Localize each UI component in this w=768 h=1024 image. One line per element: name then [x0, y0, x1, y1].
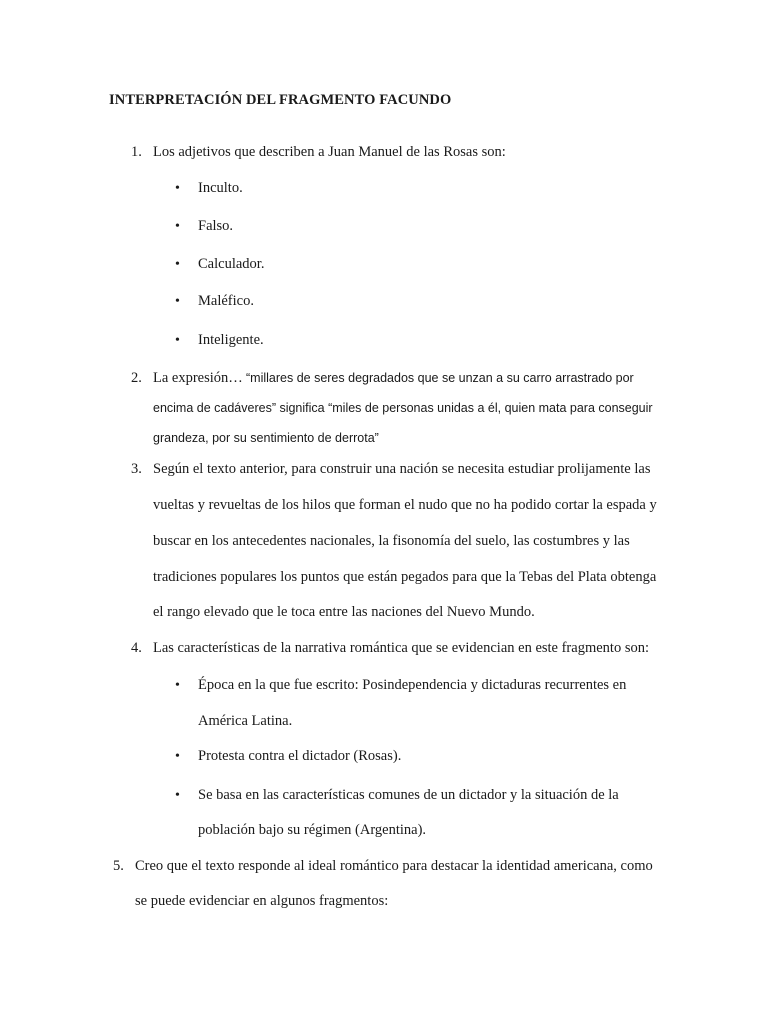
- item-1-bullet: Inculto.: [198, 180, 243, 196]
- item-4-bullet-line: América Latina.: [198, 713, 293, 729]
- item-3-line: vueltas y revueltas de los hilos que forman el nudo que no ha podido cortar la espada y: [153, 497, 657, 513]
- document-title: INTERPRETACIÓN DEL FRAGMENTO FACUNDO: [109, 92, 452, 108]
- item-5-line: Creo que el texto responde al ideal romántico para destacar la identidad americana, como: [135, 858, 653, 874]
- bullet-glyph: •: [175, 219, 180, 234]
- item-5-line: se puede evidenciar en algunos fragmentos:: [135, 893, 389, 909]
- item-1-bullet: Calculador.: [198, 256, 265, 272]
- item-4-bullet-line: Época en la que fue escrito: Posindependencia y dictaduras recurrentes en: [198, 677, 627, 693]
- item-5-number: 5.: [113, 858, 124, 874]
- item-3-number: 3.: [131, 461, 142, 477]
- item-4-text: Las características de la narrativa romántica que se evidencian en este fragmento son:: [153, 640, 649, 656]
- item-3-line: Según el texto anterior, para construir una nación se necesita estudiar prolijamente las: [153, 461, 651, 477]
- item-4-number: 4.: [131, 640, 142, 656]
- item-4-bullet-line: población bajo su régimen (Argentina).: [198, 822, 427, 838]
- item-3-line: el rango elevado que le toca entre las naciones del Nuevo Mundo.: [153, 604, 535, 620]
- item-1-bullet: Maléfico.: [198, 293, 254, 309]
- item-1-text: Los adjetivos que describen a Juan Manuel de las Rosas son:: [153, 144, 506, 160]
- item-2-line: grandeza, por su sentimiento de derrota”: [153, 431, 379, 445]
- item-2-lead: La expresión…: [153, 370, 243, 386]
- item-1-bullet: Inteligente.: [198, 332, 264, 348]
- item-3-line: buscar en los antecedentes nacionales, la fisonomía del suelo, las costumbres y las: [153, 533, 630, 549]
- bullet-glyph: •: [175, 257, 180, 272]
- item-2-line: encima de cadáveres” significa “miles de personas unidas a él, quien mata para conseguir: [153, 401, 653, 415]
- item-1-number: 1.: [131, 144, 142, 160]
- bullet-glyph: •: [175, 294, 180, 309]
- bullet-glyph: •: [175, 181, 180, 196]
- bullet-glyph: •: [175, 749, 180, 764]
- item-2-number: 2.: [131, 370, 142, 386]
- item-1-bullet: Falso.: [198, 218, 234, 234]
- item-2-line: “millares de seres degradados que se unzan a su carro arrastrado por: [246, 371, 634, 385]
- bullet-glyph: •: [175, 678, 180, 693]
- bullet-glyph: •: [175, 788, 180, 803]
- bullet-glyph: •: [175, 333, 180, 348]
- item-4-bullet-line: Se basa en las características comunes de un dictador y la situación de la: [198, 787, 619, 803]
- item-4-bullet-line: Protesta contra el dictador (Rosas).: [198, 748, 402, 764]
- item-3-line: tradiciones populares los puntos que están pegados para que la Tebas del Plata obtenga: [153, 569, 657, 585]
